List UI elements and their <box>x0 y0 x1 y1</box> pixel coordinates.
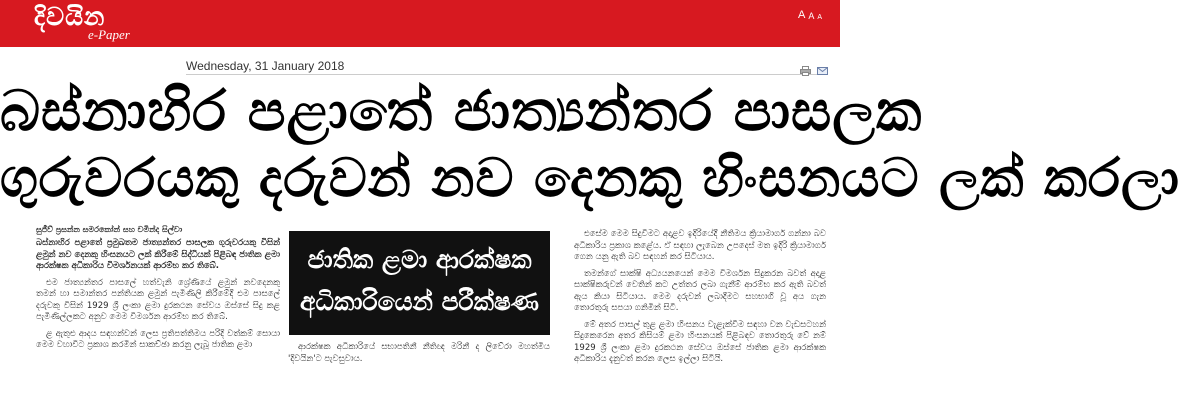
print-icon[interactable] <box>800 61 811 71</box>
article-byline: සුජීව් ප්‍රසන්න සමරකෝන් සහ චමින්ද සිල්වා <box>36 225 183 234</box>
headline-line-1: බස්නාහිර පළාතේ ජාත්‍යන්තර පාසලක <box>0 79 923 144</box>
article-column-middle <box>288 342 550 408</box>
masthead-bar <box>0 0 840 47</box>
font-size-medium-button[interactable]: A <box>808 11 815 21</box>
article-paragraph: ආරක්ෂක අධිකාරියේ සභාපතිනී නීතිඥ මරිනී ද ලිවේරා මහත්මිය 'දිවයින'ට පැවසුවාය. <box>288 342 550 364</box>
font-size-small-button[interactable]: A <box>817 14 822 21</box>
article-paragraph: තමන්ගේ සාක්ෂි අධ්‍යයනයෙන් මෙම විමර්ශන සිදුකරන බවත් අදාළ සාක්ෂිකරුවන් වෙතින් කට උත්තර ලබා ගැනීම් ආරම්භ කර ඇති බවත් ඇය කියා සිටියාය. මෙම දරුවන් ලබාදීමට සහභාගි වූ අය ගැන තොරතුරු සපයා ගනිමින් සිටී. <box>574 268 826 313</box>
font-size-controls <box>798 10 822 21</box>
article-column-right <box>574 229 826 408</box>
divaina-logo[interactable]: දිවයින <box>34 2 106 31</box>
article-column-left <box>36 238 280 408</box>
inset-subheading-box <box>289 231 550 335</box>
date-divider <box>186 74 828 75</box>
publication-date: Wednesday, 31 January 2018 <box>186 59 345 73</box>
article-paragraph: මේ අතර පාසල් තුළ ළමා හිංසනය වැළැක්වීම සඳහා වන වැඩසටහන් සිදුකෙරෙන අතර කිසියම් ළමා හිංසනයක් පිළිබඳව තොරතුරු වේ නම් 1929 ශ්‍රී ලංකා ළමා දුරකථන සේවය ඔස්සේ ජාතික ළමා ආරක්ෂක අධිකාරිය දැනුවත් කරන ලෙස ඉල්ලා සිටියි. <box>574 319 826 364</box>
e-paper-label: e-Paper <box>88 27 130 42</box>
article-paragraph: එම ජාත්‍යන්තර පාසලේ හත්වැනි ශ්‍රේණියේ ළමුන් නවදෙනකු තමන් හා සමාන්තර පන්තියක ළමුන් පැමිණිලි කිරීමේදී එම පාසලේ දරුවකු විසින් 1929 ශ්‍රී ලංකා ළමා දුරකථන සේවය ඔස්සේ සිදු කළ පැමිණිල්ලකට අනුව මෙම විමර්ශන ආරම්භ කර තිබේ. <box>36 277 280 322</box>
headline-line-2: ගුරුවරයකු දරුවන් නව දෙනකු හිංසනයට ලක් කරලා <box>0 148 1180 209</box>
article-paragraph: එසේම මෙම සිදුවීමට අදාළව ඉදිරියේදී නීතිමය ක්‍රියාමාර්ග ගන්නා බව අධිකාරිය ප්‍රකාශ කළේය. ඒ සඳහා ලැබෙන උපදෙස් මත ඉදිරි ක්‍රියාමාර්ග ගෙන යනු ඇති බව සඳහන් කර සිටියාය. <box>574 229 826 262</box>
inset-line-1: ජාතික ළමා ආරක්ෂක <box>307 245 532 274</box>
font-size-large-button[interactable]: A <box>797 9 806 21</box>
article-lead-paragraph: බස්නාහිර පළාතේ ප්‍රමුඛතම ජාත්‍යන්තර පාසලක ගුරුවරයකු විසින් ළමුන් නව දෙනකු හිංසනයට ලක් කිරීමේ සිද්ධියක් පිළිබඳ ජාතික ළමා ආරක්ෂක අධිකාරිය විමර්ශනයක් ආරම්භ කර තිබේ. <box>36 238 280 271</box>
article-paragraph: ළ ඇතුළු ආදය සඳහන්වන් ලෙස ප්‍රතිපත්තිමය පරිදි වත්කම් සොයා මෙම වහාවිට ප්‍රකාශ කරමින් සාකච්ඡා කරනු ලැබූ ජාතික ළමා <box>36 328 280 350</box>
inset-line-2: අධිකාරියෙන් පරීක්ෂණ <box>300 287 539 316</box>
article-tools <box>800 61 828 71</box>
email-icon[interactable] <box>817 61 828 71</box>
